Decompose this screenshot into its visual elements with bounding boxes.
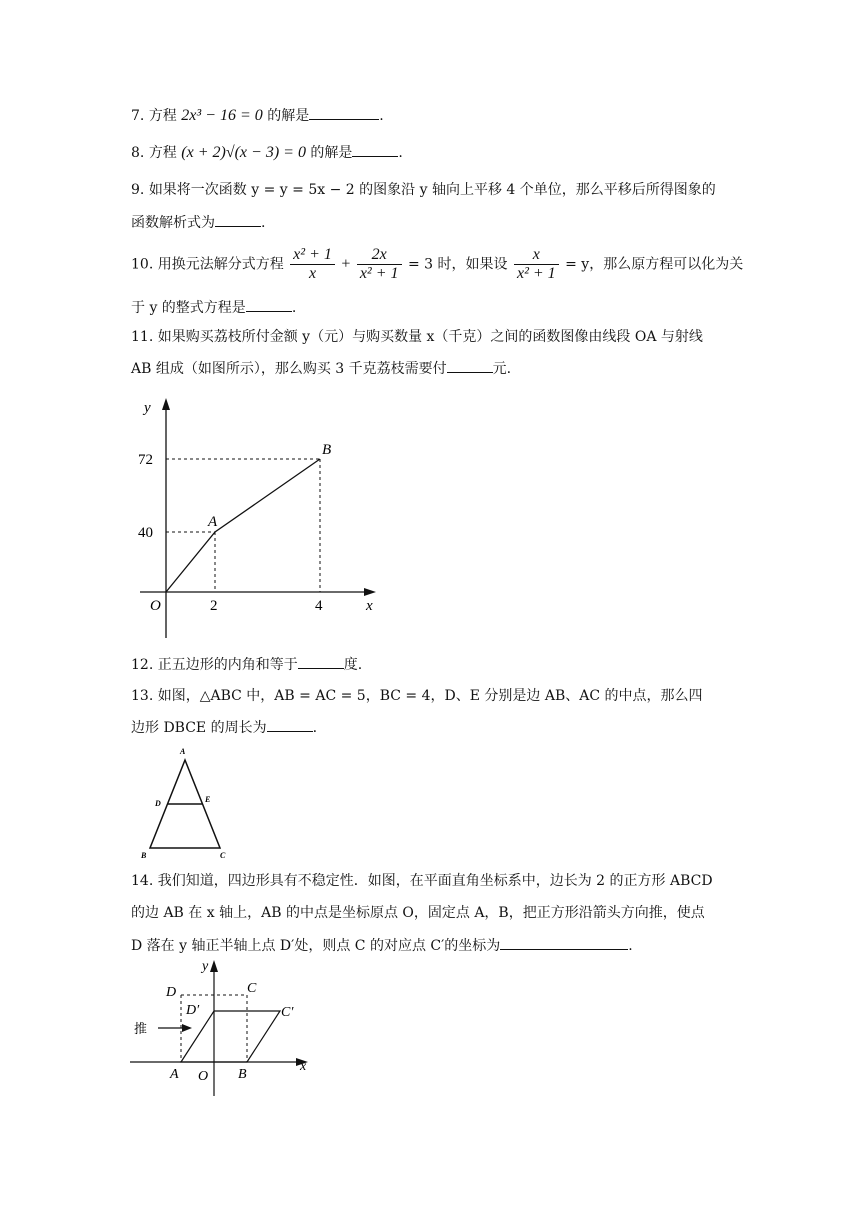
label-C: C — [220, 851, 226, 860]
label-B: B — [238, 1067, 247, 1082]
question-13-line2: 边形 DBCE 的周长为 . — [131, 717, 317, 738]
triangle-figure — [138, 744, 238, 860]
answer-blank[interactable] — [500, 935, 628, 950]
label-D-prime: D′ — [186, 1003, 200, 1018]
question-14: 14. 我们知道，四边形具有不稳定性．如图，在平面直角坐标系中，边长为 2 的正方形 ABCD — [131, 873, 713, 889]
answer-blank[interactable] — [267, 717, 313, 732]
tick-40: 40 — [138, 525, 153, 541]
answer-blank[interactable] — [246, 297, 292, 312]
point-A: A — [208, 514, 218, 530]
x-label: x — [300, 1059, 307, 1074]
origin-label: O — [150, 598, 161, 614]
function-graph-figure — [130, 392, 390, 644]
fraction-1: $\frac{\text{x² + 1}}{x}$ — [290, 246, 335, 283]
label-A: A — [180, 747, 186, 756]
label-D: D — [166, 985, 177, 1000]
question-12: 12. 正五边形的内角和等于 度. — [131, 654, 362, 675]
question-9-line2: 函数解析式为 . — [131, 212, 265, 233]
question-11-line2: AB 组成（如图所示），那么购买 3 千克荔枝需要付 元. — [131, 358, 511, 379]
y-arrow-icon — [162, 398, 170, 410]
question-7: 7. 方程 2x³ − 16 = 0 的解是 . — [131, 107, 384, 124]
x-arrow-icon — [364, 588, 376, 596]
question-14-line3: D 落在 y 轴正半轴上点 D′处，则点 C 的对应点 C′的坐标为 . — [131, 935, 633, 956]
question-9: 9. 如果将一次函数 y = y = 5x − 2 的图象沿 y 轴向上平移 4 个单位，那么平移后所得图象的 — [131, 182, 716, 198]
label-B: B — [141, 851, 147, 860]
question-13: 13. 如图，△ABC 中，AB = AC = 5，BC = 4，D、E 分别是边 AB、AC 的中点，那么四 — [131, 688, 703, 704]
label-A: A — [170, 1067, 179, 1082]
push-label: 推 — [134, 1021, 148, 1036]
answer-blank[interactable] — [447, 358, 493, 373]
answer-blank[interactable] — [215, 212, 261, 227]
label-D: D — [155, 799, 161, 808]
tick-72: 72 — [138, 452, 153, 468]
label-C: C — [247, 981, 257, 996]
label-E: E — [205, 795, 211, 804]
answer-blank[interactable] — [352, 142, 398, 157]
fraction-2: $\frac{2x}{\text{x² + 1}}$ — [357, 246, 402, 283]
question-10-line2: 于 y 的整式方程是 . — [131, 297, 296, 318]
question-10: 10. 用换元法解分式方程 $\frac{\text{x² + 1}}{x}$ + $\frac{2x}{\text{x² + 1}}$ = 3 时，如果设 $\frac{x}{\text{x² + 1}}$ = y，那么原方程可以化为关 — [131, 246, 744, 282]
question-8: 8. 方程 (x + 2)√(x − 3) = 0 的解是 . — [131, 144, 403, 161]
origin-label: O — [198, 1069, 209, 1084]
point-B: B — [322, 442, 332, 458]
y-label: y — [144, 400, 151, 416]
question-14-line2: 的边 AB 在 x 轴上，AB 的中点是坐标原点 O，固定点 A，B，把正方形沿箭头方向推，使点 — [131, 905, 705, 921]
pushed-parallelogram — [181, 1011, 280, 1062]
label-C-prime: C′ — [281, 1005, 294, 1020]
tick-2: 2 — [210, 598, 218, 614]
guide-lines — [166, 459, 320, 592]
push-arrow-icon — [182, 1024, 192, 1032]
segment-OA-ray-AB — [166, 459, 320, 592]
square-push-figure — [128, 952, 318, 1100]
y-arrow-icon — [210, 960, 218, 972]
question-11: 11. 如果购买荔枝所付金额 y（元）与购买数量 x（千克）之间的函数图像由线段 OA 与射线 — [131, 329, 703, 345]
tick-4: 4 — [315, 598, 323, 614]
fraction-3: $\frac{x}{\text{x² + 1}}$ — [514, 246, 559, 283]
y-label: y — [202, 959, 209, 974]
answer-blank[interactable] — [298, 654, 344, 669]
answer-blank[interactable] — [309, 105, 379, 120]
x-label: x — [366, 598, 373, 614]
